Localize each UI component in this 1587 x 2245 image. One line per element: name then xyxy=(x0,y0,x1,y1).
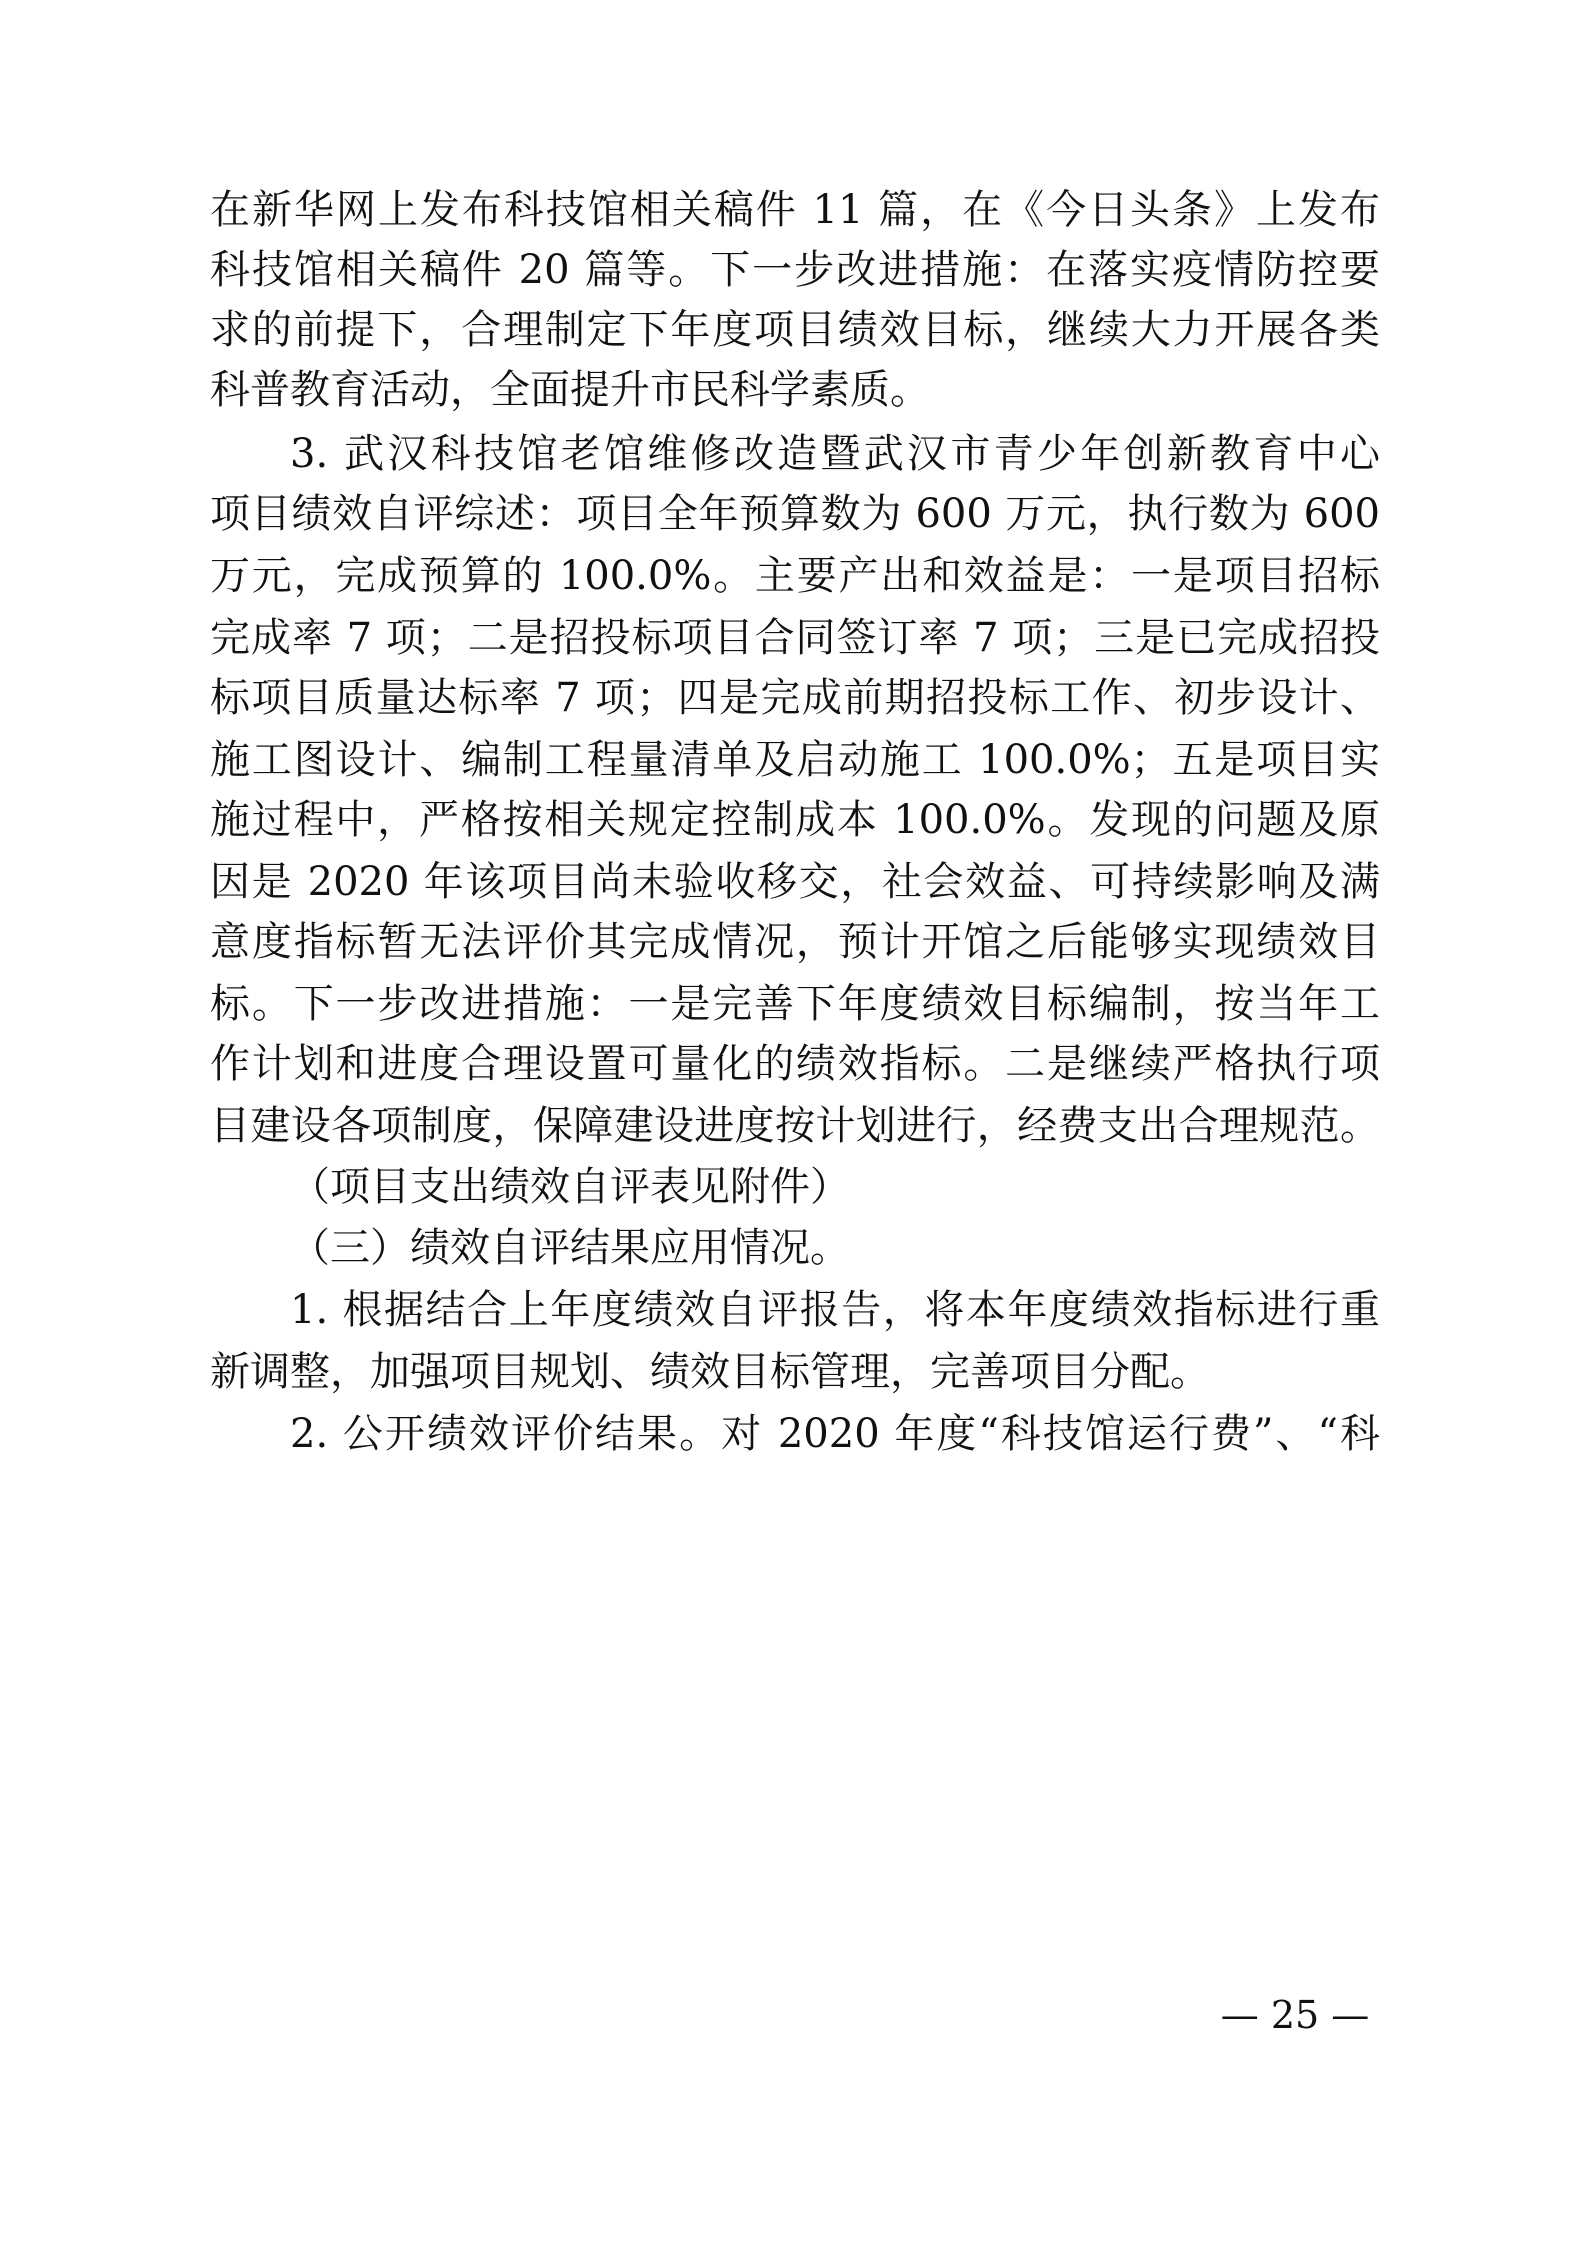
text-line-8: 完成率 7 项；二是招投标项目合同签订率 7 项；三是已完成招投 xyxy=(210,615,1380,661)
text-line-3: 求的前提下，合理制定下年度项目绩效目标，继续大力开展各类 xyxy=(210,307,1380,353)
attachment-note: （项目支出绩效自评表见附件） xyxy=(290,1164,850,1210)
text-line-6: 项目绩效自评综述：项目全年预算数为 600 万元，执行数为 600 xyxy=(210,491,1380,537)
text-line-12: 因是 2020 年该项目尚未验收移交，社会效益、可持续影响及满 xyxy=(210,859,1380,905)
page-number: — 25 — xyxy=(1220,1993,1370,2037)
text-line-2: 科技馆相关稿件 20 篇等。下一步改进措施：在落实疫情防控要 xyxy=(210,247,1380,293)
text-line-9: 标项目质量达标率 7 项；四是完成前期招投标工作、初步设计、 xyxy=(210,675,1380,721)
text-line-14: 标。下一步改进措施：一是完善下年度绩效目标编制，按当年工 xyxy=(210,981,1380,1027)
text-line-16: 目建设各项制度，保障建设进度按计划进行，经费支出合理规范。 xyxy=(210,1103,1380,1149)
text-line-4: 科普教育活动，全面提升市民科学素质。 xyxy=(210,367,930,413)
text-line-1: 在新华网上发布科技馆相关稿件 11 篇，在《今日头条》上发布 xyxy=(210,187,1380,233)
text-line-20: 新调整，加强项目规划、绩效目标管理，完善项目分配。 xyxy=(210,1349,1210,1395)
text-line-5: 3. 武汉科技馆老馆维修改造暨武汉市青少年创新教育中心 xyxy=(290,431,1380,477)
text-line-11: 施过程中，严格按相关规定控制成本 100.0%。发现的问题及原 xyxy=(210,797,1380,843)
text-line-7: 万元，完成预算的 100.0%。主要产出和效益是：一是项目招标 xyxy=(210,553,1380,599)
text-line-21: 2. 公开绩效评价结果。对 2020 年度“科技馆运行费”、“科 xyxy=(290,1411,1380,1457)
text-line-13: 意度指标暂无法评价其完成情况，预计开馆之后能够实现绩效目 xyxy=(210,919,1380,965)
text-line-15: 作计划和进度合理设置可量化的绩效指标。二是继续严格执行项 xyxy=(210,1041,1380,1087)
section-heading: （三）绩效自评结果应用情况。 xyxy=(290,1225,850,1271)
text-line-19: 1. 根据结合上年度绩效自评报告，将本年度绩效指标进行重 xyxy=(290,1287,1380,1333)
text-line-10: 施工图设计、编制工程量清单及启动施工 100.0%；五是项目实 xyxy=(210,737,1380,783)
